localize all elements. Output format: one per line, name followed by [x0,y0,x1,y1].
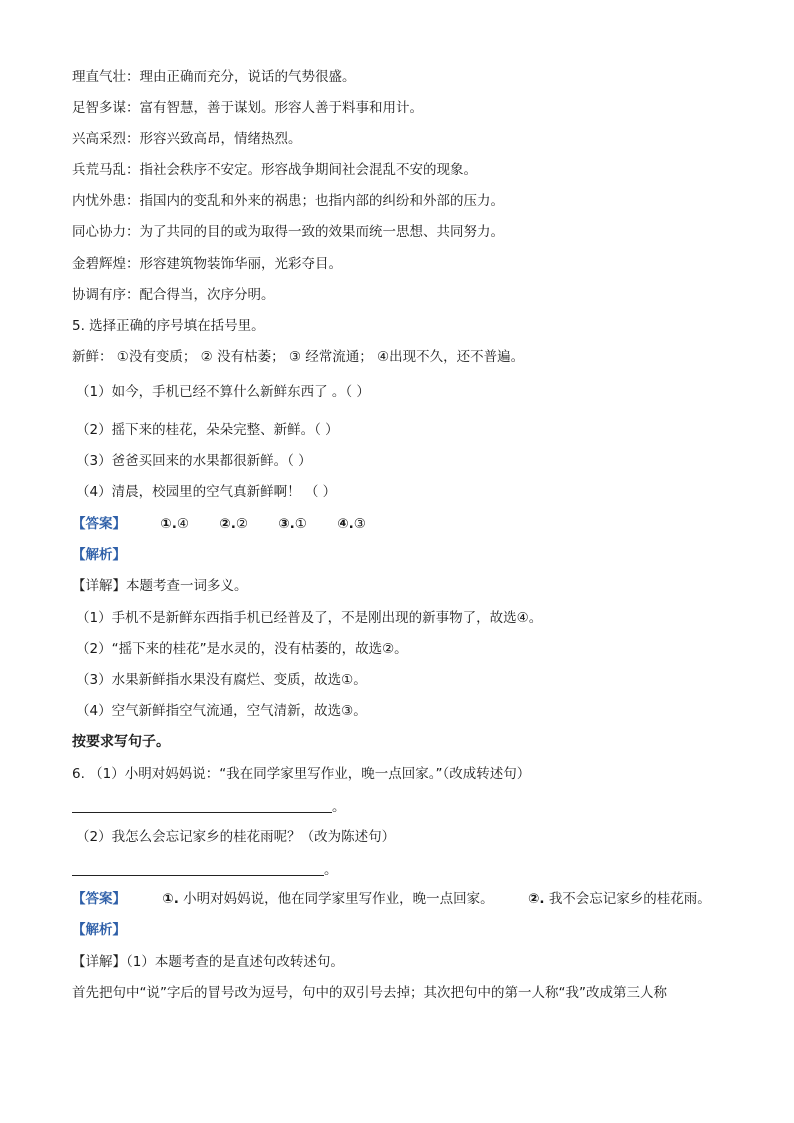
question-5-item: （1）如今，手机已经不算什么新鲜东西了 。（ ） [76,384,370,400]
explanation-line: （4）空气新鲜指空气流通，空气清新，故选③。 [76,703,367,719]
answer-blank-line [72,875,324,876]
idiom-definition: 理直气壮：理由正确而充分，说话的气势很盛。 [72,69,356,85]
question-5-item: （2）摇下来的桂花，朵朵完整、新鲜。（ ） [76,422,339,438]
answer-item: ③.① [278,516,307,532]
explanation-line: 首先把句中“说”字后的冒号改为逗号，句中的双引号去掉；其次把句中的第一人称“我”改成第三人称 [72,985,667,1001]
idiom-definition: 协调有序：配合得当，次序分明。 [72,287,275,303]
question-5-item: （3）爸爸买回来的水果都很新鲜。（ ） [76,453,312,469]
question-6-answer-row [72,890,711,908]
explanation-line: （1）手机不是新鲜东西指手机已经普及了，不是刚出现的新事物了，故选④。 [76,610,543,626]
idiom-definition: 同心协力：为了共同的目的或为取得一致的效果而统一思想、共同努力。 [72,224,504,240]
answer-label: 【答案】 [72,891,126,907]
question-5-options: 新鲜： ①没有变质； ② 没有枯萎； ③ 经常流通； ④出现不久，还不普遍。 [72,349,525,365]
detail-line: 【详解】本题考查一词多义。 [72,578,248,594]
question-6-item-1: 6. （1）小明对妈妈说：“我在同学家里写作业，晚一点回家。”（改成转述句） [72,766,531,782]
question-5-item: （4）清晨，校园里的空气真新鲜啊！ （ ） [76,484,337,500]
blank-period: 。 [324,862,338,878]
explanation-line: （3）水果新鲜指水果没有腐烂、变质，故选①。 [76,672,367,688]
answer-blank-line [72,812,332,813]
idiom-definition: 内忧外患：指国内的变乱和外来的祸患；也指内部的纠纷和外部的压力。 [72,193,504,209]
blank-period: 。 [332,799,346,815]
answer-label: 【答案】 [72,516,126,532]
detail-line: 【详解】（1）本题考查的是直述句改转述句。 [72,954,344,970]
question-5-title: 5. 选择正确的序号填在括号里。 [72,318,265,334]
idiom-definition: 金碧辉煌：形容建筑物装饰华丽，光彩夺目。 [72,256,342,272]
explanation-line: （2）“摇下来的桂花”是水灵的，没有枯萎的，故选②。 [76,641,408,657]
answer-item: ②.② [219,516,248,532]
section-heading: 按要求写句子。 [72,734,170,750]
answer-item: ①.④ [160,516,189,532]
idiom-definition: 足智多谋：富有智慧，善于谋划。形容人善于料事和用计。 [72,100,423,116]
answer-item: ①. 小明对妈妈说，他在同学家里写作业，晚一点回家。 [162,891,494,907]
question-5-answer-row [72,515,366,533]
analysis-label: 【解析】 [72,547,126,563]
analysis-label: 【解析】 [72,922,126,938]
question-6-item-2: （2）我怎么会忘记家乡的桂花雨呢？（改为陈述句） [76,829,396,845]
idiom-definition: 兵荒马乱：指社会秩序不安定。形容战争期间社会混乱不安的现象。 [72,162,477,178]
idiom-definition: 兴高采烈：形容兴致高昂，情绪热烈。 [72,131,302,147]
answer-item: ④.③ [337,516,366,532]
answer-item: ②. 我不会忘记家乡的桂花雨。 [527,891,711,907]
